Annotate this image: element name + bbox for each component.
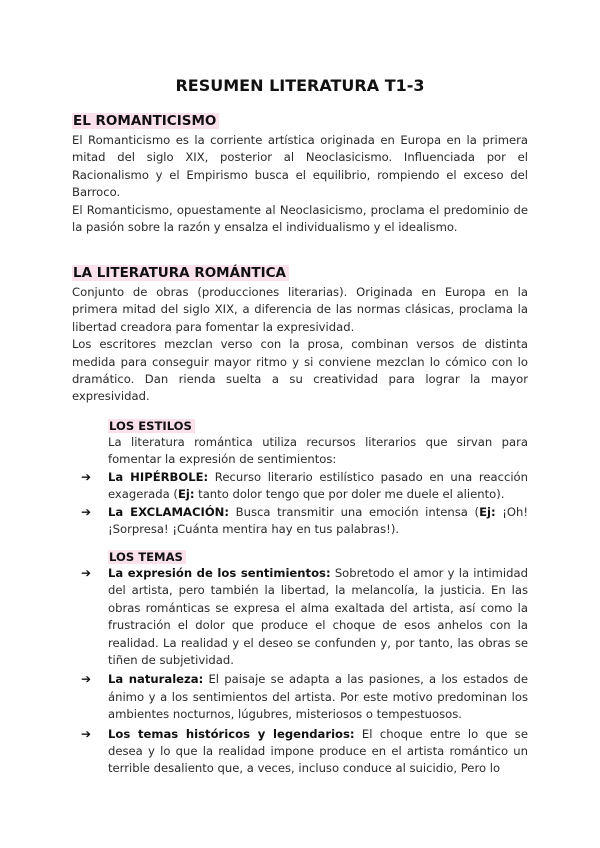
arrow-bullet-icon: ➔ bbox=[81, 566, 92, 580]
item-text: Busca transmitir una emoción intensa ( bbox=[229, 504, 480, 519]
item-text: El paisaje se adapta a las pasiones, a los estados de ánimo y a los sentimientos del artista. Por este motivo predominan los ambientes nocturnos, lúgubres, misteriosos o tempestuosos. bbox=[108, 672, 528, 722]
heading-literatura-romantica: LA LITERATURA ROMÁNTICA bbox=[72, 265, 289, 281]
item-label: La HIPÉRBOLE: bbox=[108, 469, 209, 484]
example-text: tanto dolor tengo que por doler me duele el aliento). bbox=[194, 487, 505, 502]
paragraph-literatura-2: Los escritores mezclan verso con la prosa, combinan versos de distinta medida para conseguir mayor ritmo y si conviene mezclan lo cómico con lo dramático. Dan rienda suelta a su creatividad para lograr la mayor expresividad. bbox=[72, 337, 528, 404]
list-item bbox=[81, 671, 528, 723]
item-label: Los temas históricos y legendarios: bbox=[108, 726, 355, 741]
section-temas bbox=[81, 546, 528, 778]
arrow-bullet-icon: ➔ bbox=[81, 672, 92, 687]
paragraph-romanticismo-2: El Romanticismo, opuestamente al Neoclasicismo, proclama el predominio de la pasión sobre la razón y ensalza el individualismo y el idealismo. bbox=[72, 202, 528, 235]
section-literatura-romantica bbox=[72, 262, 528, 406]
paragraph-romanticismo-1: El Romanticismo es la corriente artística originada en Europa en la primera mitad del siglo XIX, posterior al Neoclasicismo. Influenciada por el Racionalismo y el Empirismo busca el equilibrio, rompiendo el exceso del Barroco. bbox=[72, 133, 528, 200]
section-estilos bbox=[81, 415, 529, 538]
arrow-bullet-icon: ➔ bbox=[81, 469, 92, 484]
paragraph-literatura-1: Conjunto de obras (producciones literarias). Originada en Europa en la primera mitad del siglo XIX, a diferencia de las normas clásicas, proclama la libertad creadora para fomentar la expresividad. bbox=[72, 285, 528, 334]
arrow-bullet-icon: ➔ bbox=[81, 504, 92, 519]
section-romanticismo bbox=[72, 110, 528, 236]
heading-romanticismo: EL ROMANTICISMO bbox=[72, 113, 219, 129]
arrow-bullet-icon: ➔ bbox=[81, 726, 92, 741]
item-text: Recurso literario estilístico pasado en una reacción exagerada ( bbox=[108, 469, 529, 502]
list-estilos bbox=[81, 469, 529, 539]
document-title: RESUMEN LITERATURA T1-3 bbox=[175, 76, 425, 95]
item-text: Sobretodo el amor y la intimidad del artista, pero también la libertad, la melancolía, la justicia. En las obras románticas se expresa el alma exaltada del artista, así como la frustración el dolor que produce el choque de esos anhelos con la realidad. La realidad y el deseo se confunden y, por tanto, las obras se tiñen de subjetividad. bbox=[108, 566, 528, 668]
list-item bbox=[81, 565, 528, 669]
example-text: ¡Oh! ¡Sorpresa! ¡Cuánta mentira hay en tus palabras!). bbox=[108, 504, 528, 537]
heading-estilos: LOS ESTILOS bbox=[108, 419, 195, 433]
example-label: Ej: bbox=[479, 504, 496, 519]
list-item bbox=[81, 726, 528, 778]
item-text: El choque entre lo que se desea y lo que la realidad impone produce en el artista romántico un terrible desaliento que, a veces, incluso conduce al suicidio, Pero lo bbox=[108, 726, 528, 776]
list-item bbox=[81, 504, 528, 539]
paragraph-estilos-intro: La literatura romántica utiliza recursos literarios que sirvan para fomentar la expresión de sentimientos: bbox=[108, 435, 528, 467]
item-label: La naturaleza: bbox=[108, 672, 204, 687]
item-label: La EXCLAMACIÓN: bbox=[108, 504, 230, 519]
heading-temas: LOS TEMAS bbox=[108, 550, 186, 564]
list-item bbox=[81, 469, 529, 504]
item-label: La expresión de los sentimientos: bbox=[108, 566, 331, 580]
example-label: Ej: bbox=[177, 487, 195, 502]
list-temas bbox=[81, 565, 528, 778]
